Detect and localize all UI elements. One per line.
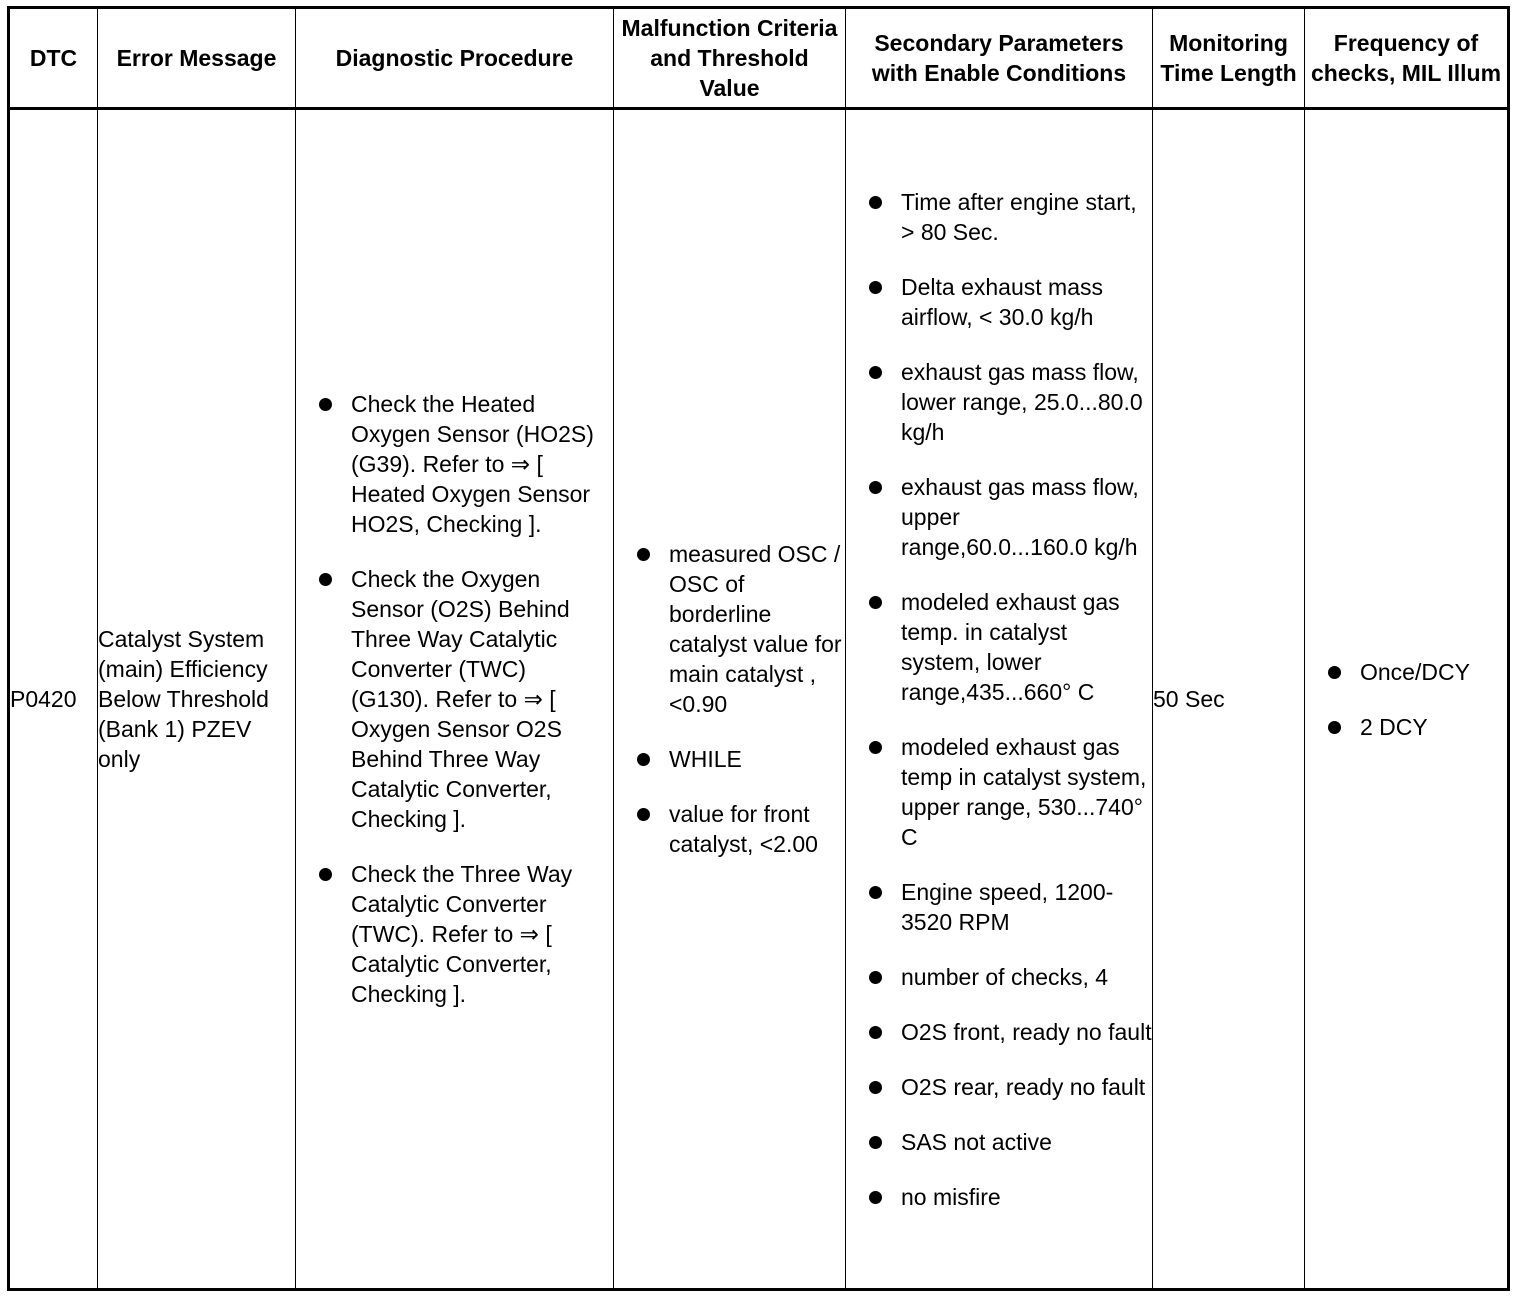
list-item (846, 357, 1152, 447)
monitoring-time: 50 Sec (1153, 109, 1305, 1290)
bullet-icon (869, 1026, 882, 1039)
list-item (296, 859, 609, 1009)
dtc-table (7, 6, 1510, 1291)
header-error-message: Error Message (98, 8, 296, 109)
bullet-icon (637, 753, 650, 766)
diagnostic-procedure-cell (296, 109, 614, 1290)
parameter-item: exhaust gas mass flow, lower range, 25.0...80.0 kg/h (901, 358, 1143, 445)
parameter-item: modeled exhaust gas temp in catalyst system, upper range, 530...740° C (901, 733, 1147, 850)
parameter-item: O2S front, ready no fault (901, 1018, 1152, 1045)
diagnostic-procedure-list (296, 389, 613, 1009)
bullet-icon (869, 1191, 882, 1204)
bullet-icon (1328, 666, 1341, 679)
malfunction-criteria-cell (614, 109, 846, 1290)
list-item (846, 962, 1152, 992)
secondary-parameters-cell (846, 109, 1153, 1290)
error-message: Catalyst System (main) Efficiency Below Threshold (Bank 1) PZEV only (98, 109, 296, 1290)
bullet-icon (869, 281, 882, 294)
bullet-icon (869, 971, 882, 984)
header-secondary-parameters: Secondary Parameters with Enable Conditions (846, 8, 1153, 109)
bullet-icon (869, 366, 882, 379)
bullet-icon (319, 398, 332, 411)
list-item (614, 539, 845, 719)
bullet-icon (869, 481, 882, 494)
bullet-icon (637, 548, 650, 561)
parameter-item: no misfire (901, 1183, 1001, 1210)
list-item (1305, 657, 1507, 687)
list-item (846, 1127, 1152, 1157)
header-monitoring-time: Monitoring Time Length (1153, 8, 1305, 109)
bullet-icon (869, 1081, 882, 1094)
list-item (1305, 712, 1507, 742)
parameter-item: Engine speed, 1200-3520 RPM (901, 878, 1114, 935)
bullet-icon (319, 573, 332, 586)
bullet-icon (319, 868, 332, 881)
header-row (9, 8, 1509, 109)
list-item (846, 1072, 1152, 1102)
header-malfunction-criteria: Malfunction Criteria and Threshold Value (614, 8, 846, 109)
list-item (846, 587, 1152, 707)
criteria-item: value for front catalyst, <2.00 (669, 801, 818, 857)
frequency-cell (1305, 109, 1509, 1290)
criteria-item: WHILE (669, 746, 742, 772)
secondary-parameters-list (846, 187, 1152, 1212)
list-item (614, 799, 845, 859)
list-item (846, 732, 1152, 852)
parameter-item: O2S rear, ready no fault (901, 1073, 1146, 1100)
frequency-list (1305, 657, 1507, 742)
parameter-item: modeled exhaust gas temp. in catalyst system, lower range,435...660° C (901, 588, 1120, 705)
bullet-icon (869, 886, 882, 899)
parameter-item: Time after engine start, > 80 Sec. (901, 188, 1137, 245)
procedure-step: Check the Three Way Catalytic Converter (TWC). Refer to ⇒ [ Catalytic Converter, Checking ]. (351, 861, 573, 1007)
malfunction-criteria-list (614, 539, 845, 859)
dtc-code: P0420 (9, 109, 98, 1290)
frequency-item: 2 DCY (1360, 713, 1428, 740)
bullet-icon (1328, 721, 1341, 734)
header-frequency: Frequency of checks, MIL Illum (1305, 8, 1509, 109)
parameter-item: SAS not active (901, 1128, 1052, 1155)
parameter-item: number of checks, 4 (901, 963, 1109, 990)
list-item (296, 564, 609, 834)
list-item (846, 187, 1152, 247)
criteria-item: measured OSC / OSC of borderline catalyst value for main catalyst , <0.90 (669, 541, 842, 717)
list-item (614, 744, 845, 774)
header-dtc: DTC (9, 8, 98, 109)
parameter-item: Delta exhaust mass airflow, < 30.0 kg/h (901, 273, 1103, 330)
list-item (846, 1182, 1152, 1212)
list-item (846, 1017, 1152, 1047)
list-item (846, 272, 1152, 332)
bullet-icon (869, 596, 882, 609)
parameter-item: exhaust gas mass flow, upper range,60.0...160.0 kg/h (901, 473, 1139, 560)
procedure-step: Check the Oxygen Sensor (O2S) Behind Three Way Catalytic Converter (TWC) (G130). Refer to ⇒ [ Oxygen Sensor O2S Behind Three Way Catalytic Converter, Checking ]. (351, 566, 570, 832)
list-item (846, 472, 1152, 562)
list-item (296, 389, 609, 539)
header-diagnostic-procedure: Diagnostic Procedure (296, 8, 614, 109)
bullet-icon (637, 808, 650, 821)
table-row (9, 109, 1509, 1290)
frequency-item: Once/DCY (1360, 658, 1470, 685)
list-item (846, 877, 1152, 937)
bullet-icon (869, 741, 882, 754)
procedure-step: Check the Heated Oxygen Sensor (HO2S) (G39). Refer to ⇒ [ Heated Oxygen Sensor HO2S, Checking ]. (351, 391, 594, 537)
bullet-icon (869, 1136, 882, 1149)
bullet-icon (869, 196, 882, 209)
